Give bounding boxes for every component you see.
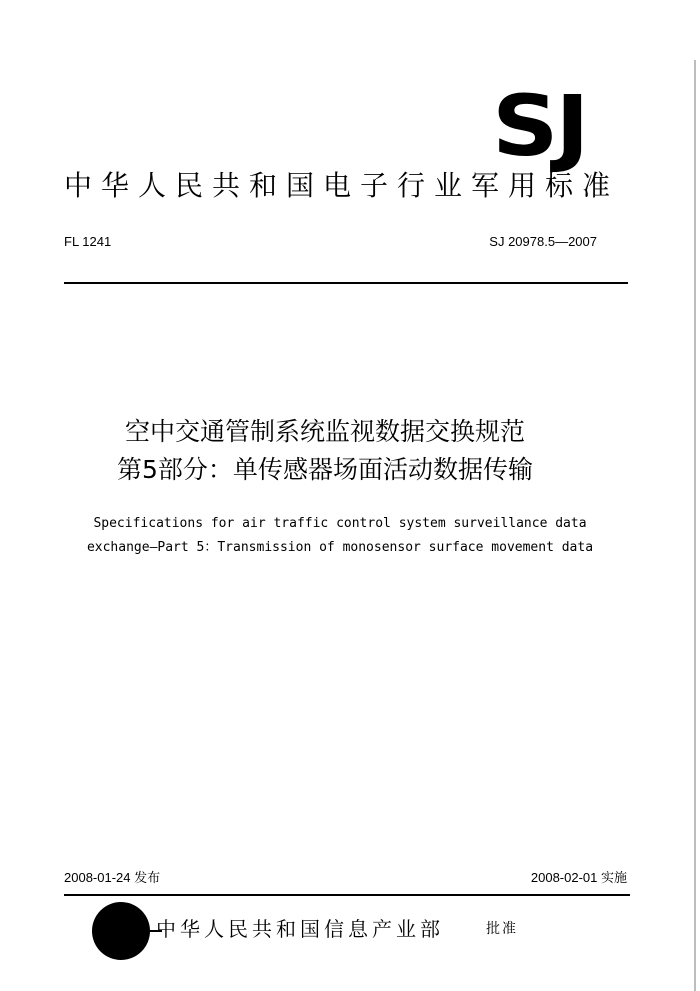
page-edge-shadow [694, 60, 696, 991]
document-title-en-line2: exchange—Part 5：Transmission of monosensor surface movement data [86, 540, 594, 555]
issue-date: 2008-01-24 发布 [64, 870, 161, 885]
implementation-date: 2008-02-01 实施 [530, 870, 627, 885]
approval-label: 批准 [486, 921, 518, 937]
standard-type-heading: 中华人民共和国电子行业军用标准 [64, 169, 620, 202]
issuing-ministry: 中华人民共和国信息产业部 [156, 917, 444, 941]
document-title-cn-line2: 第5部分：单传感器场面活动数据传输 [117, 455, 533, 484]
sj-logo: SJ [492, 77, 587, 175]
standard-number: SJ 20978.5—2007 [489, 234, 597, 249]
footer-divider [64, 894, 630, 896]
classification-code: FL 1241 [64, 234, 112, 249]
document-title-en-line1: Specifications for air traffic control system surveillance data [93, 516, 587, 531]
document-title-cn-line1: 空中交通管制系统监视数据交换规范 [124, 417, 525, 446]
header-divider [64, 282, 628, 284]
